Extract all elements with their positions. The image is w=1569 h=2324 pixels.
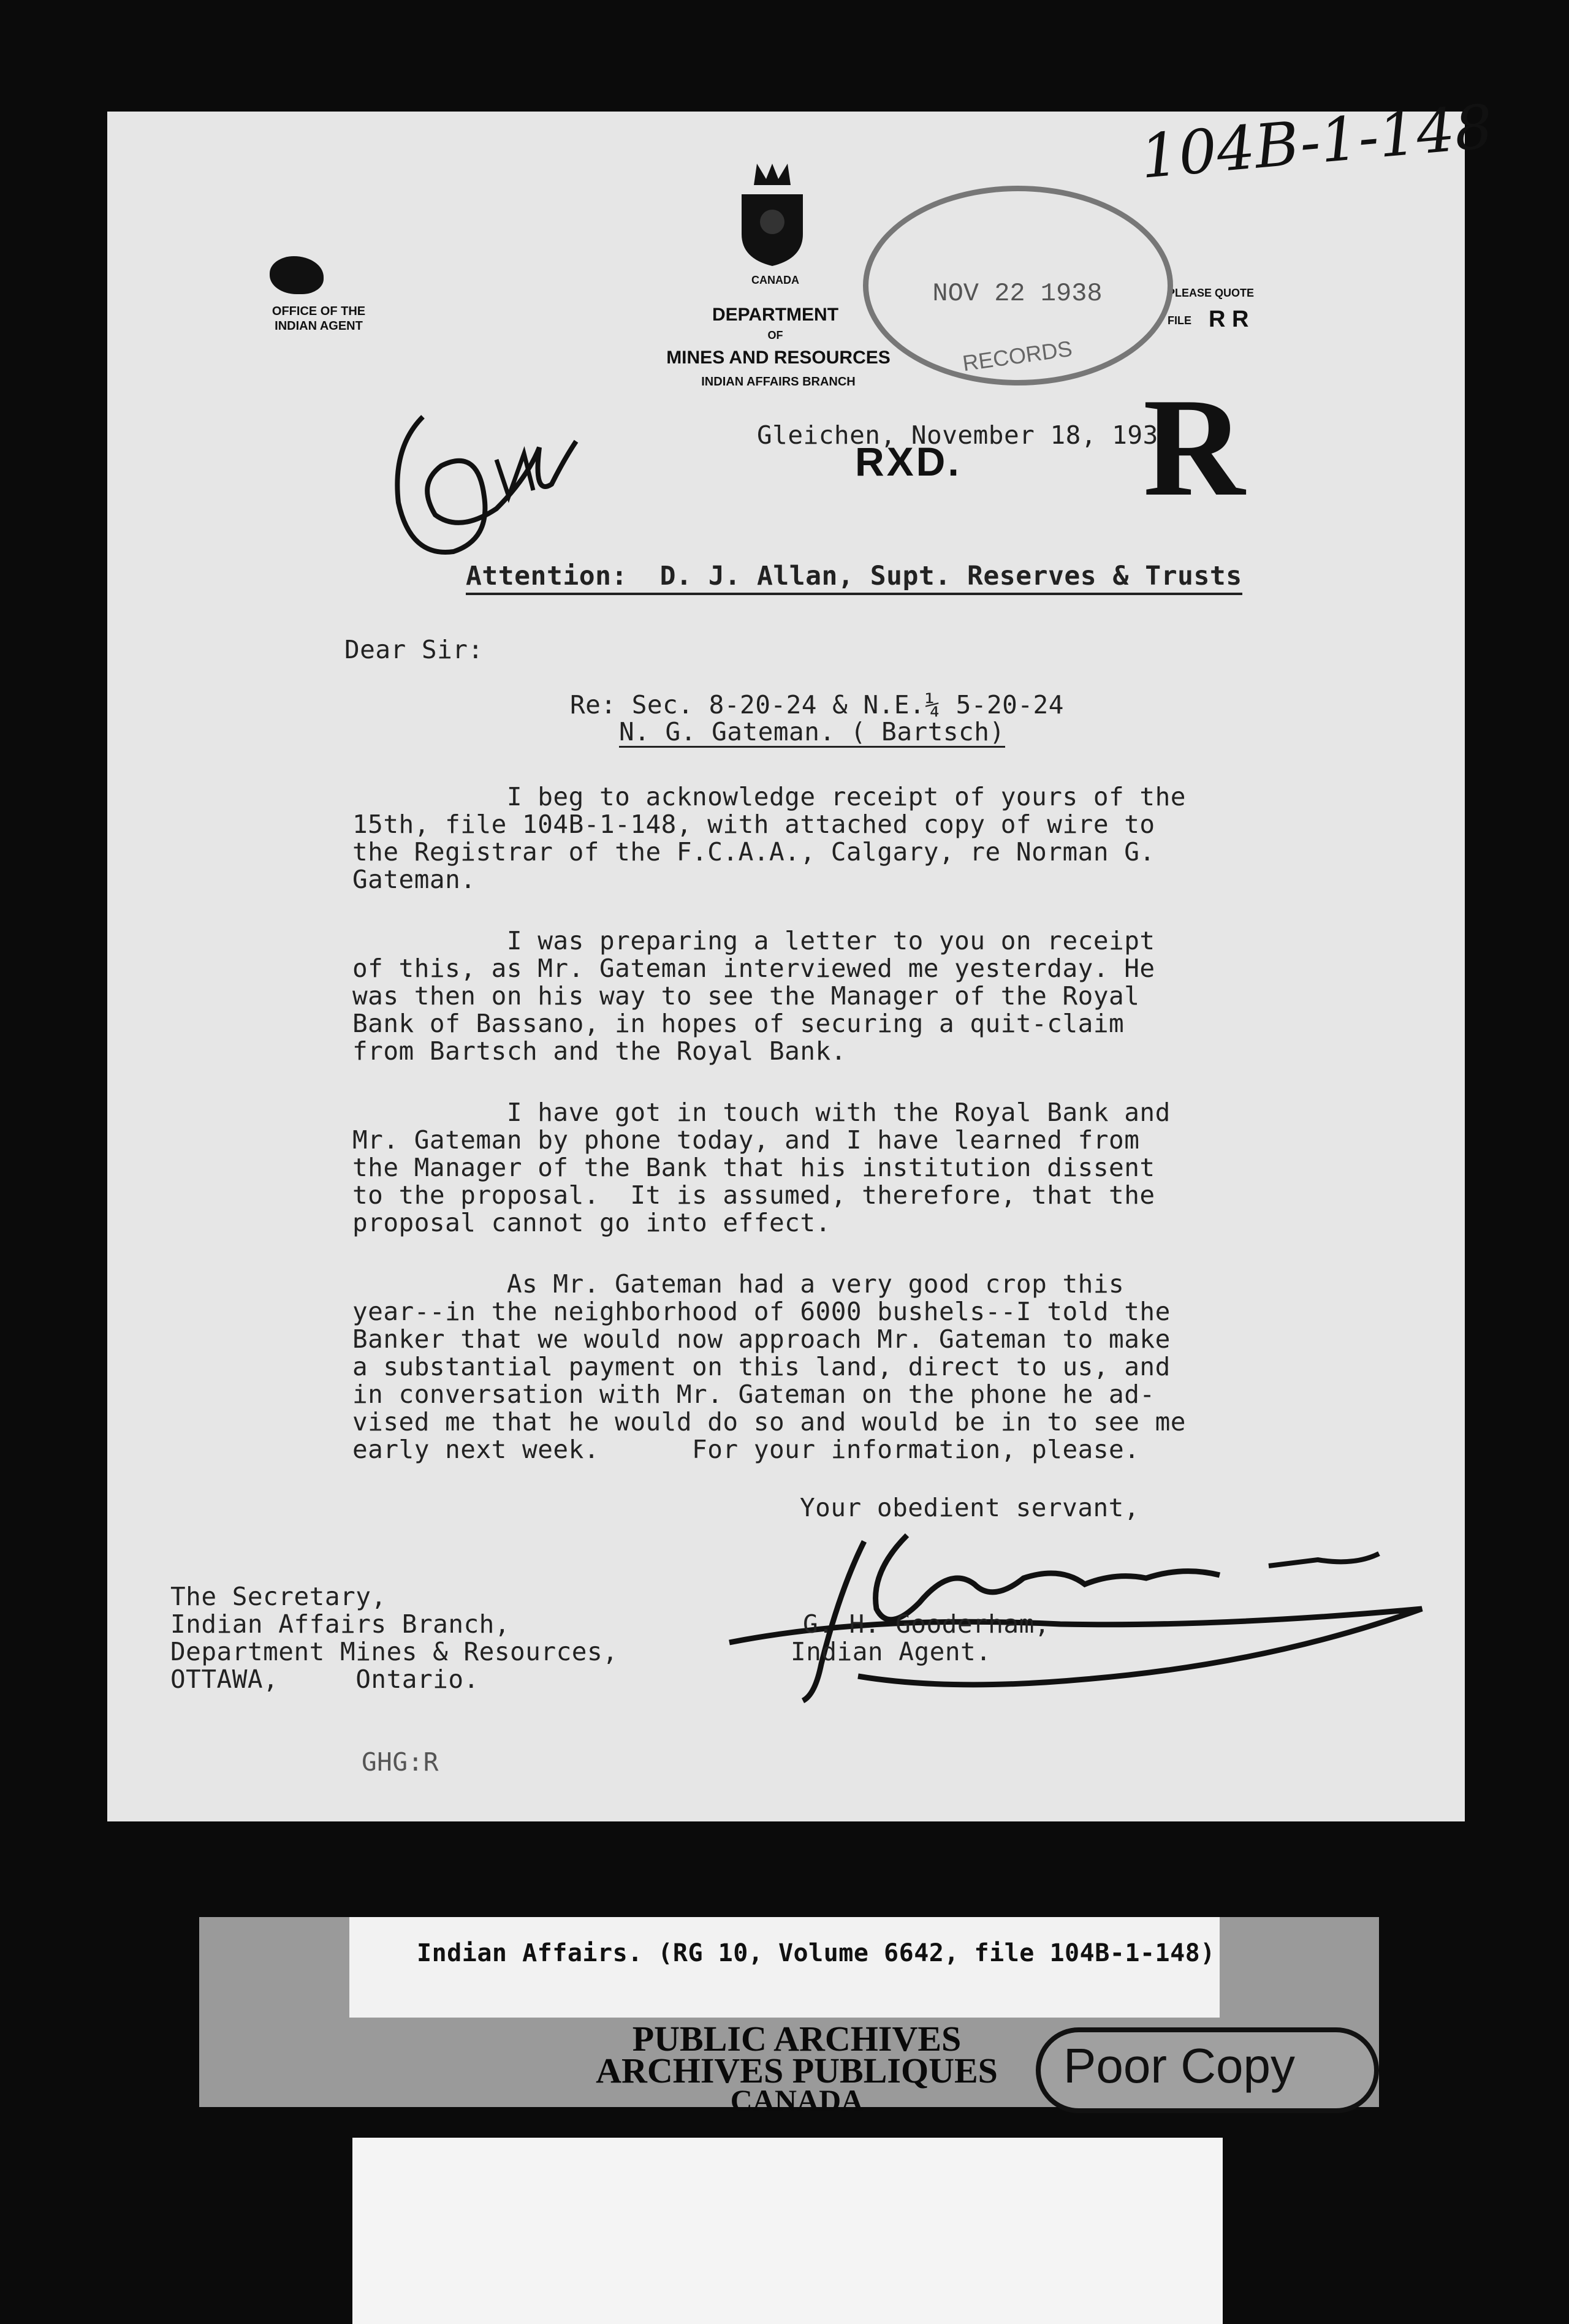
- paragraph-2-line-4: Bank of Bassano, in hopes of securing a quit-claim: [352, 1009, 1125, 1038]
- paragraph-1-line-2: 15th, file 104B-1-148, with attached copy of wire to: [352, 810, 1155, 839]
- paragraph-2-line-2: of this, as Mr. Gateman interviewed me yesterday. He: [352, 954, 1155, 983]
- received-stamp-date: NOV 22 1938: [932, 279, 1103, 308]
- salutation: Dear Sir:: [344, 635, 484, 664]
- branch-label: INDIAN AFFAIRS BRANCH: [701, 375, 856, 389]
- paragraph-4-line-6: vised me that he would do so and would be in to see me: [352, 1407, 1186, 1437]
- office-label-1: OFFICE OF THE: [272, 305, 366, 318]
- canada-label: CANADA: [751, 274, 799, 286]
- paragraph-3-line-2: Mr. Gateman by phone today, and I have learned from: [352, 1125, 1140, 1155]
- archive-label-card: [349, 1917, 1220, 2018]
- re-line-2: N. G. Gateman. ( Bartsch): [619, 717, 1005, 746]
- paragraph-3-line-4: to the proposal. It is assumed, therefore, that the: [352, 1180, 1155, 1210]
- paragraph-4-line-5: in conversation with Mr. Gateman on the phone he ad-: [352, 1380, 1155, 1409]
- archives-stamp-line-2: ARCHIVES PUBLIQUES: [596, 2051, 998, 2090]
- file-ref: R R: [1209, 306, 1249, 332]
- paragraph-4-line-3: Banker that we would now approach Mr. Gateman to make: [352, 1324, 1171, 1354]
- initial-scribble-icon: [386, 374, 588, 570]
- paragraph-4-line-4: a substantial payment on this land, direct to us, and: [352, 1352, 1171, 1381]
- paragraph-2-line-3: was then on his way to see the Manager of the Royal: [352, 981, 1140, 1011]
- paragraph-1-line-3: the Registrar of the F.C.A.A., Calgary, re Norman G.: [352, 837, 1155, 867]
- recipient-line-2: Indian Affairs Branch,: [170, 1609, 511, 1639]
- signature-name: G. H. Gooderham,: [803, 1609, 1050, 1639]
- paragraph-2-line-1: I was preparing a letter to you on receipt: [352, 926, 1155, 955]
- recipient-line-3: Department Mines & Resources,: [170, 1637, 618, 1666]
- blank-card: [352, 2138, 1223, 2324]
- r-stamp: R: [1143, 369, 1245, 525]
- of-label: OF: [767, 329, 783, 341]
- department-label: DEPARTMENT: [712, 305, 839, 325]
- mines-resources-label: MINES AND RESOURCES: [666, 347, 891, 368]
- file-annotation: 104B-1-148: [1138, 92, 1496, 192]
- paragraph-4-line-7: early next week. For your information, please.: [352, 1435, 1140, 1464]
- place-date: Gleichen, November 18, 1938: [757, 420, 1174, 450]
- re-line-1: Re: Sec. 8-20-24 & N.E.¼ 5-20-24: [570, 690, 1064, 720]
- archives-stamp-line-3: CANADA: [730, 2083, 864, 2117]
- office-label-2: INDIAN AGENT: [275, 319, 363, 333]
- archive-reference: Indian Affairs. (RG 10, Volume 6642, file 104B-1-148): [417, 1939, 1215, 1967]
- archives-stamp-line-1: PUBLIC ARCHIVES: [632, 2019, 962, 2059]
- paragraph-3-line-1: I have got in touch with the Royal Bank and: [352, 1098, 1171, 1127]
- crown-crest-icon: [732, 161, 812, 268]
- poor-copy-text: Poor Copy: [1063, 2038, 1295, 2093]
- recipient-line-4: OTTAWA, Ontario.: [170, 1665, 479, 1694]
- recipient-line-1: The Secretary,: [170, 1582, 387, 1611]
- closing: Your obedient servant,: [800, 1493, 1140, 1522]
- file-label: FILE: [1168, 314, 1191, 327]
- paragraph-2-line-5: from Bartsch and the Royal Bank.: [352, 1036, 846, 1066]
- paragraph-4-line-1: As Mr. Gateman had a very good crop this: [352, 1269, 1125, 1299]
- please-quote-label: PLEASE QUOTE: [1168, 287, 1255, 299]
- rxd-stamp: RXD.: [855, 439, 962, 484]
- received-stamp-label: RECORDS: [960, 335, 1074, 376]
- signature-title: Indian Agent.: [791, 1637, 992, 1666]
- paragraph-4-line-2: year--in the neighborhood of 6000 bushels--I told the: [352, 1297, 1171, 1326]
- paragraph-3-line-5: proposal cannot go into effect.: [352, 1208, 831, 1237]
- paragraph-1-line-4: Gateman.: [352, 865, 476, 894]
- attention-line: Attention: D. J. Allan, Supt. Reserves & Trusts: [466, 563, 1242, 595]
- typist-initials: GHG:R: [362, 1747, 439, 1777]
- paragraph-3-line-3: the Manager of the Bank that his institution dissent: [352, 1153, 1155, 1182]
- paragraph-1-line-1: I beg to acknowledge receipt of yours of the: [352, 782, 1186, 811]
